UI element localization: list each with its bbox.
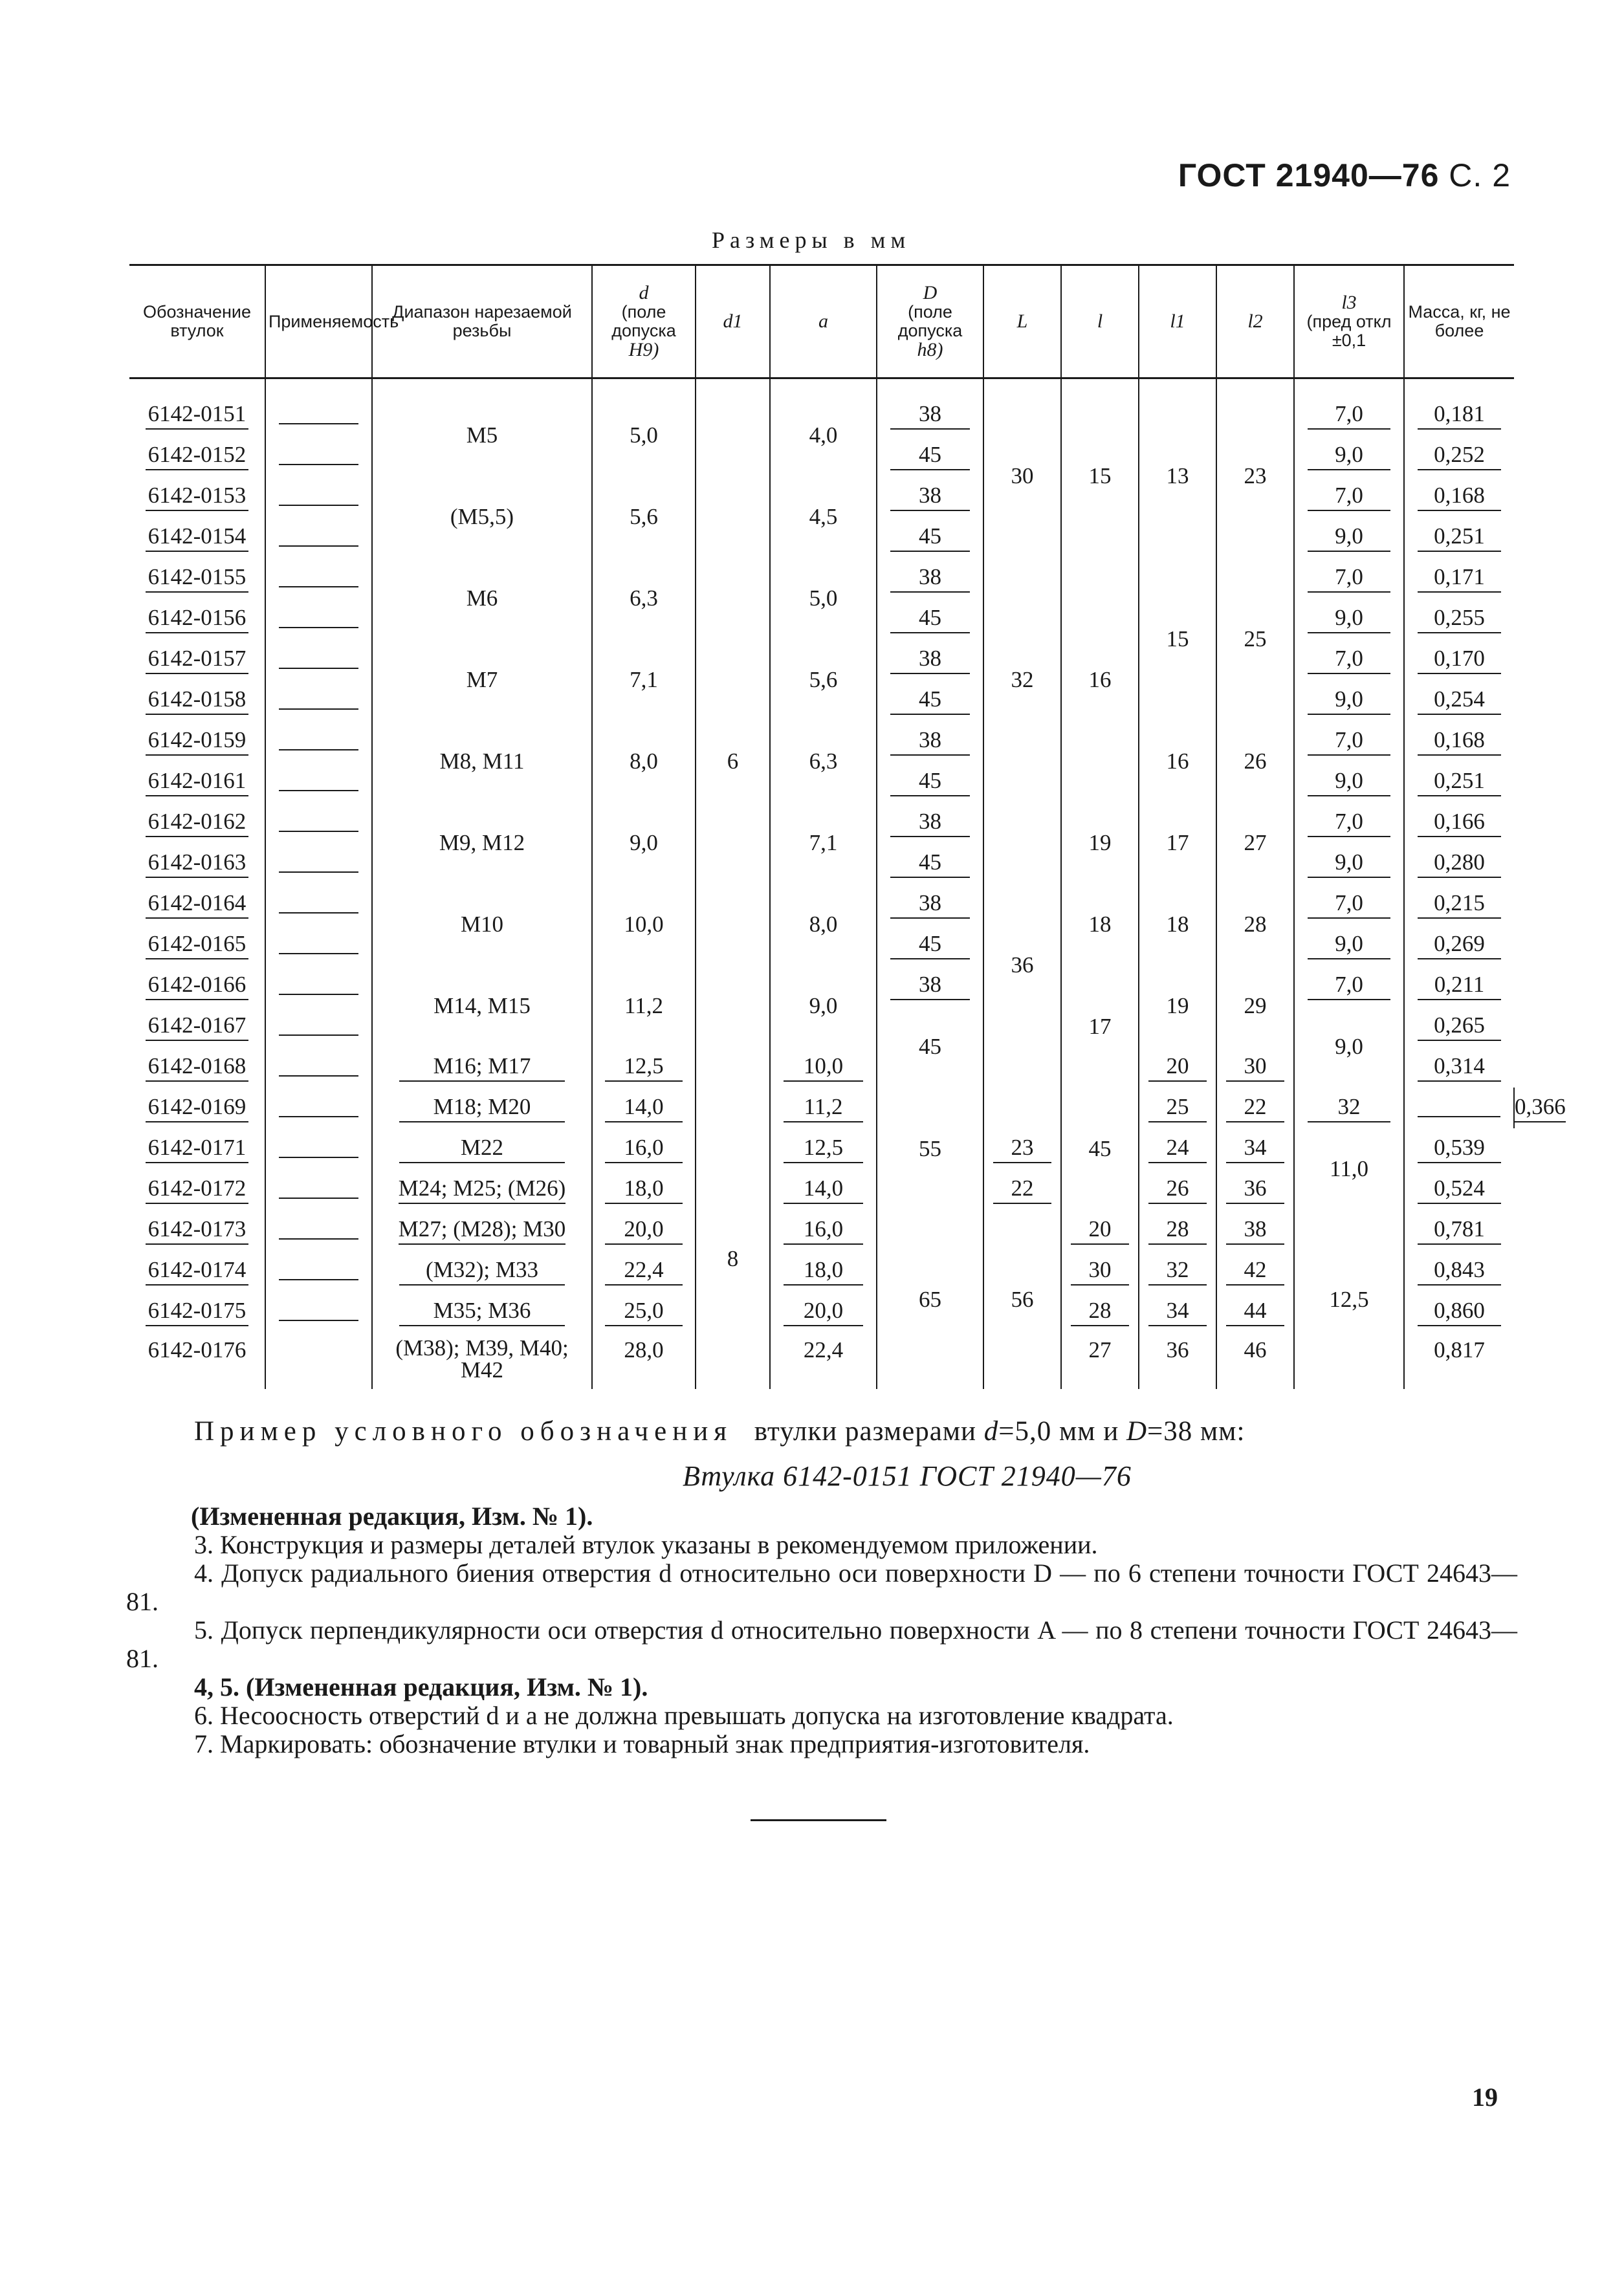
header-usage: Применяемость bbox=[265, 265, 372, 378]
example-D-symbol: D bbox=[1126, 1416, 1148, 1447]
l1-cell: 36 bbox=[1139, 1332, 1216, 1389]
l1-cell: 13 bbox=[1139, 378, 1216, 558]
mass-cell: 0,254 bbox=[1404, 680, 1514, 721]
D-cell: 65 bbox=[877, 1210, 983, 1389]
d1-cell: 6 bbox=[696, 378, 770, 1129]
mass-cell: 0,251 bbox=[1404, 761, 1514, 802]
l3-cell: 7,0 bbox=[1294, 721, 1404, 761]
example-d-value: =5,0 мм и bbox=[998, 1416, 1119, 1447]
usage-cell bbox=[265, 884, 372, 925]
l-cell: 28 bbox=[1061, 1291, 1139, 1332]
l3-cell: 9,0 bbox=[1294, 1006, 1404, 1088]
l3-cell: 9,0 bbox=[1294, 925, 1404, 965]
L-cell: 45 bbox=[1061, 1088, 1139, 1210]
a-cell: 18,0 bbox=[770, 1251, 877, 1291]
designation-cell: 6142-0153 bbox=[129, 476, 265, 517]
L-cell: 56 bbox=[983, 1210, 1061, 1389]
mass-cell: 0,269 bbox=[1404, 925, 1514, 965]
a-cell: 20,0 bbox=[770, 1291, 877, 1332]
header-a: a bbox=[770, 265, 877, 378]
note-revision-2: 4, 5. (Измененная редакция, Изм. № 1). bbox=[194, 1672, 648, 1702]
designation-cell: 6142-0158 bbox=[129, 680, 265, 721]
l3-cell: 7,0 bbox=[1294, 639, 1404, 680]
notes-section bbox=[126, 1502, 1517, 1758]
l1-cell: 17 bbox=[1139, 802, 1216, 884]
mass-cell: 0,166 bbox=[1404, 802, 1514, 843]
usage-cell bbox=[265, 802, 372, 843]
d-cell: 18,0 bbox=[592, 1169, 696, 1210]
L-cell: 30 bbox=[983, 378, 1061, 558]
header-d1: d1 bbox=[696, 265, 770, 378]
l2-cell: 29 bbox=[1216, 965, 1294, 1047]
d-cell: 12,5 bbox=[592, 1047, 696, 1088]
a-cell: 5,0 bbox=[770, 558, 877, 639]
designation-cell: 6142-0172 bbox=[129, 1169, 265, 1210]
range-cell: M6 bbox=[372, 558, 592, 639]
mass-cell: 0,860 bbox=[1404, 1291, 1514, 1332]
l1-cell: 28 bbox=[1139, 1210, 1216, 1251]
l3-cell: 7,0 bbox=[1294, 378, 1404, 436]
L-cell: 36 bbox=[983, 802, 1061, 1128]
designation-cell: 6142-0161 bbox=[129, 761, 265, 802]
example-text: втулки размерами bbox=[754, 1416, 977, 1447]
designation-cell: 6142-0169 bbox=[129, 1088, 265, 1128]
l3-cell: 9,0 bbox=[1294, 843, 1404, 884]
a-cell: 4,0 bbox=[770, 378, 877, 477]
mass-cell: 0,280 bbox=[1404, 843, 1514, 884]
mass-cell: 0,539 bbox=[1404, 1128, 1514, 1169]
l2-cell: 26 bbox=[1216, 721, 1294, 802]
designation-cell: 6142-0155 bbox=[129, 558, 265, 598]
D-cell: 38 bbox=[877, 378, 983, 436]
header-D: D (поле допуска h8) bbox=[877, 265, 983, 378]
header-mass: Масса, кг, не более bbox=[1404, 265, 1514, 378]
l1-cell: 16 bbox=[1139, 721, 1216, 802]
l-cell: 30 bbox=[1061, 1251, 1139, 1291]
l-cell: 20 bbox=[1061, 1210, 1139, 1251]
usage-cell bbox=[265, 517, 372, 558]
l-cell: 23 bbox=[983, 1128, 1061, 1169]
header-designation: Обозначение втулок bbox=[129, 265, 265, 378]
header-l2: l2 bbox=[1216, 265, 1294, 378]
page-label: С. 2 bbox=[1449, 157, 1511, 193]
l1-cell: 22 bbox=[1216, 1088, 1294, 1128]
table-row bbox=[129, 558, 1514, 598]
page-header bbox=[1178, 157, 1511, 194]
range-cell: M5 bbox=[372, 378, 592, 477]
usage-cell bbox=[265, 1251, 372, 1291]
a-cell: 6,3 bbox=[770, 721, 877, 802]
usage-cell bbox=[265, 378, 372, 436]
designation-cell: 6142-0164 bbox=[129, 884, 265, 925]
d-cell: 20,0 bbox=[592, 1210, 696, 1251]
l1-cell: 24 bbox=[1139, 1128, 1216, 1169]
table-row bbox=[129, 965, 1514, 1006]
l-cell: 22 bbox=[983, 1169, 1061, 1210]
usage-cell bbox=[265, 1332, 372, 1389]
l2-cell: 27 bbox=[1216, 802, 1294, 884]
usage-cell bbox=[265, 965, 372, 1006]
usage-cell bbox=[265, 1291, 372, 1332]
l3-cell: 9,0 bbox=[1294, 435, 1404, 476]
units-caption: Размеры в мм bbox=[712, 227, 911, 253]
l2-cell: 30 bbox=[1216, 1047, 1294, 1088]
table-row bbox=[129, 884, 1514, 925]
D-cell: 38 bbox=[877, 476, 983, 517]
d-cell: 11,2 bbox=[592, 965, 696, 1047]
designation-cell: 6142-0171 bbox=[129, 1128, 265, 1169]
example-d-symbol: d bbox=[983, 1416, 999, 1447]
l3-cell: 7,0 bbox=[1294, 476, 1404, 517]
designation-cell: 6142-0167 bbox=[129, 1006, 265, 1047]
D-cell: 45 bbox=[877, 517, 983, 558]
d-cell: 7,1 bbox=[592, 639, 696, 721]
note-7: 7. Маркировать: обозначение втулки и товарный знак предприятия-изготовителя. bbox=[194, 1729, 1090, 1758]
table-row bbox=[129, 639, 1514, 680]
a-cell: 14,0 bbox=[770, 1169, 877, 1210]
usage-cell bbox=[265, 761, 372, 802]
l2-cell: 32 bbox=[1294, 1088, 1404, 1128]
usage-cell bbox=[265, 1088, 372, 1128]
header-d: d (поле допуска H9) bbox=[592, 265, 696, 378]
d-cell: 10,0 bbox=[592, 884, 696, 965]
header-l1: l1 bbox=[1139, 265, 1216, 378]
D-cell: 45 bbox=[877, 761, 983, 802]
mass-cell: 0,255 bbox=[1404, 598, 1514, 639]
usage-cell bbox=[265, 598, 372, 639]
D-cell: 38 bbox=[877, 965, 983, 1006]
table-row bbox=[129, 476, 1514, 517]
designation-cell: 6142-0154 bbox=[129, 517, 265, 558]
range-cell: M7 bbox=[372, 639, 592, 721]
designation-example bbox=[194, 1416, 1245, 1447]
d-cell: 22,4 bbox=[592, 1251, 696, 1291]
l1-cell: 32 bbox=[1139, 1251, 1216, 1291]
l-cell: 19 bbox=[1061, 802, 1139, 884]
designation-cell: 6142-0151 bbox=[129, 378, 265, 436]
range-cell: M22 bbox=[372, 1128, 592, 1169]
d-cell: 8,0 bbox=[592, 721, 696, 802]
range-cell: M10 bbox=[372, 884, 592, 965]
table-header-row bbox=[129, 265, 1514, 378]
d-cell: 16,0 bbox=[592, 1128, 696, 1169]
designation-cell: 6142-0166 bbox=[129, 965, 265, 1006]
table-row bbox=[129, 378, 1514, 436]
d-cell: 5,6 bbox=[592, 476, 696, 558]
l1-cell: 34 bbox=[1139, 1291, 1216, 1332]
l2-cell: 38 bbox=[1216, 1210, 1294, 1251]
l-cell: 18 bbox=[1061, 884, 1139, 965]
table-row bbox=[129, 721, 1514, 761]
range-cell: M9, M12 bbox=[372, 802, 592, 884]
l3-cell bbox=[1404, 1088, 1514, 1128]
range-cell: M18; M20 bbox=[372, 1088, 592, 1128]
l3-cell: 11,0 bbox=[1294, 1128, 1404, 1210]
a-cell: 7,1 bbox=[770, 802, 877, 884]
D-cell: 45 bbox=[877, 680, 983, 721]
designation-cell: 6142-0156 bbox=[129, 598, 265, 639]
d-cell: 6,3 bbox=[592, 558, 696, 639]
usage-cell bbox=[265, 1128, 372, 1169]
mass-cell: 0,843 bbox=[1404, 1251, 1514, 1291]
designation-line: Втулка 6142-0151 ГОСТ 21940—76 bbox=[683, 1460, 1132, 1492]
d1-cell: 8 bbox=[696, 1128, 770, 1389]
usage-cell bbox=[265, 1210, 372, 1251]
note-5: 5. Допуск перпендикулярности оси отверстия d относительно поверхности A — по 8 степени точности ГОСТ 24643—81. bbox=[126, 1615, 1517, 1673]
D-cell: 45 bbox=[877, 925, 983, 965]
designation-cell: 6142-0173 bbox=[129, 1210, 265, 1251]
l-cell: 27 bbox=[1061, 1332, 1139, 1389]
usage-cell bbox=[265, 1047, 372, 1088]
D-cell: 45 bbox=[877, 1006, 983, 1088]
l2-cell: 46 bbox=[1216, 1332, 1294, 1389]
l1-cell: 19 bbox=[1139, 965, 1216, 1047]
header-l: l bbox=[1061, 265, 1139, 378]
d-cell: 14,0 bbox=[592, 1088, 696, 1128]
D-cell: 45 bbox=[877, 598, 983, 639]
l2-cell: 34 bbox=[1216, 1128, 1294, 1169]
mass-cell: 0,181 bbox=[1404, 378, 1514, 436]
a-cell: 22,4 bbox=[770, 1332, 877, 1389]
l-cell: 25 bbox=[1139, 1088, 1216, 1128]
l3-cell: 9,0 bbox=[1294, 517, 1404, 558]
mass-cell: 0,251 bbox=[1404, 517, 1514, 558]
range-cell: (M38); M39, M40; M42 bbox=[372, 1332, 592, 1389]
mass-cell: 0,171 bbox=[1404, 558, 1514, 598]
range-cell: M16; M17 bbox=[372, 1047, 592, 1088]
D-cell: 45 bbox=[877, 435, 983, 476]
note-3: 3. Конструкция и размеры деталей втулок указаны в рекомендуемом приложении. bbox=[194, 1530, 1098, 1559]
mass-cell: 0,781 bbox=[1404, 1210, 1514, 1251]
range-cell: (M32); M33 bbox=[372, 1251, 592, 1291]
l3-cell: 9,0 bbox=[1294, 680, 1404, 721]
l2-cell: 25 bbox=[1216, 558, 1294, 721]
l1-cell: 26 bbox=[1139, 1169, 1216, 1210]
header-range: Диапазон нарезаемой резьбы bbox=[372, 265, 592, 378]
usage-cell bbox=[265, 639, 372, 680]
l2-cell: 23 bbox=[1216, 378, 1294, 558]
example-label: Пример условного обозначения bbox=[194, 1416, 733, 1447]
designation-cell: 6142-0163 bbox=[129, 843, 265, 884]
d-cell: 28,0 bbox=[592, 1332, 696, 1389]
bushings-table bbox=[129, 264, 1566, 1389]
l-cell: 16 bbox=[1061, 558, 1139, 802]
d-cell: 5,0 bbox=[592, 378, 696, 477]
l3-cell: 9,0 bbox=[1294, 761, 1404, 802]
range-cell: M27; (M28); M30 bbox=[372, 1210, 592, 1251]
header-l3: l3 (пред откл ±0,1 bbox=[1294, 265, 1404, 378]
page-number: 19 bbox=[1472, 2083, 1498, 2112]
mass-cell: 0,170 bbox=[1404, 639, 1514, 680]
note-revision-1: (Измененная редакция, Изм. № 1). bbox=[191, 1502, 593, 1531]
closing-rule bbox=[751, 1819, 886, 1821]
D-cell: 38 bbox=[877, 639, 983, 680]
range-cell: M35; M36 bbox=[372, 1291, 592, 1332]
table-row bbox=[129, 1128, 1514, 1169]
l-cell: 15 bbox=[1061, 378, 1139, 558]
mass-cell: 0,524 bbox=[1404, 1169, 1514, 1210]
designation-cell: 6142-0174 bbox=[129, 1251, 265, 1291]
usage-cell bbox=[265, 721, 372, 761]
l1-cell: 18 bbox=[1139, 884, 1216, 965]
mass-cell: 0,215 bbox=[1404, 884, 1514, 925]
l-cell: 17 bbox=[1061, 965, 1139, 1088]
a-cell: 8,0 bbox=[770, 884, 877, 965]
l2-cell: 28 bbox=[1216, 884, 1294, 965]
table-row: 6142-0169 M18; M20 14,0 11,2 55 45 25 22 32 0,366 bbox=[129, 1088, 1514, 1128]
designation-cell: 6142-0157 bbox=[129, 639, 265, 680]
designation-cell: 6142-0168 bbox=[129, 1047, 265, 1088]
usage-cell bbox=[265, 1006, 372, 1047]
designation-cell: 6142-0165 bbox=[129, 925, 265, 965]
usage-cell bbox=[265, 680, 372, 721]
table-row bbox=[129, 802, 1514, 843]
mass-cell: 0,314 bbox=[1404, 1047, 1514, 1088]
table-row bbox=[129, 1210, 1514, 1251]
d-cell: 25,0 bbox=[592, 1291, 696, 1332]
mass-cell: 0,211 bbox=[1404, 965, 1514, 1006]
l1-cell: 15 bbox=[1139, 558, 1216, 721]
note-6: 6. Несоосность отверстий d и a не должна превышать допуска на изготовление квадрата. bbox=[194, 1701, 1174, 1730]
range-cell: M14, M15 bbox=[372, 965, 592, 1047]
header-L: L bbox=[983, 265, 1061, 378]
designation-cell: 6142-0159 bbox=[129, 721, 265, 761]
d-cell: 9,0 bbox=[592, 802, 696, 884]
mass-cell: 0,265 bbox=[1404, 1006, 1514, 1047]
l2-cell: 36 bbox=[1216, 1169, 1294, 1210]
a-cell: 16,0 bbox=[770, 1210, 877, 1251]
mass-cell: 0,817 bbox=[1404, 1332, 1514, 1389]
l3-cell: 7,0 bbox=[1294, 965, 1404, 1006]
l3-cell: 7,0 bbox=[1294, 558, 1404, 598]
l1-cell: 20 bbox=[1139, 1047, 1216, 1088]
mass-cell: 0,252 bbox=[1404, 435, 1514, 476]
range-cell: (M5,5) bbox=[372, 476, 592, 558]
D-cell: 38 bbox=[877, 884, 983, 925]
example-D-value: =38 мм: bbox=[1147, 1416, 1245, 1447]
l2-cell: 44 bbox=[1216, 1291, 1294, 1332]
l3-cell: 7,0 bbox=[1294, 884, 1404, 925]
D-cell: 45 bbox=[877, 843, 983, 884]
D-cell: 38 bbox=[877, 721, 983, 761]
usage-cell bbox=[265, 843, 372, 884]
usage-cell bbox=[265, 435, 372, 476]
standard-number: ГОСТ 21940—76 bbox=[1178, 157, 1440, 193]
usage-cell bbox=[265, 558, 372, 598]
l3-cell: 12,5 bbox=[1294, 1210, 1404, 1389]
D-cell: 38 bbox=[877, 802, 983, 843]
l3-cell: 7,0 bbox=[1294, 802, 1404, 843]
note-4: 4. Допуск радиального биения отверстия d относительно оси поверхности D — по 6 степени точности ГОСТ 24643—81. bbox=[126, 1559, 1517, 1616]
usage-cell bbox=[265, 1169, 372, 1210]
a-cell: 10,0 bbox=[770, 1047, 877, 1088]
L-cell: 32 bbox=[983, 558, 1061, 802]
a-cell: 4,5 bbox=[770, 476, 877, 558]
mass-cell: 0,168 bbox=[1404, 721, 1514, 761]
l2-cell: 42 bbox=[1216, 1251, 1294, 1291]
D-cell: 38 bbox=[877, 558, 983, 598]
designation-cell: 6142-0152 bbox=[129, 435, 265, 476]
range-cell: M24; M25; (M26) bbox=[372, 1169, 592, 1210]
a-cell: 5,6 bbox=[770, 639, 877, 721]
mass-cell: 0,168 bbox=[1404, 476, 1514, 517]
l3-cell: 9,0 bbox=[1294, 598, 1404, 639]
a-cell: 9,0 bbox=[770, 965, 877, 1047]
a-cell: 12,5 bbox=[770, 1128, 877, 1169]
usage-cell bbox=[265, 476, 372, 517]
designation-cell: 6142-0162 bbox=[129, 802, 265, 843]
designation-cell: 6142-0176 bbox=[148, 1337, 247, 1362]
designation-cell: 6142-0175 bbox=[129, 1291, 265, 1332]
a-cell: 11,2 bbox=[770, 1088, 877, 1128]
range-cell: M8, M11 bbox=[372, 721, 592, 802]
D-cell: 55 bbox=[877, 1088, 983, 1210]
usage-cell bbox=[265, 925, 372, 965]
